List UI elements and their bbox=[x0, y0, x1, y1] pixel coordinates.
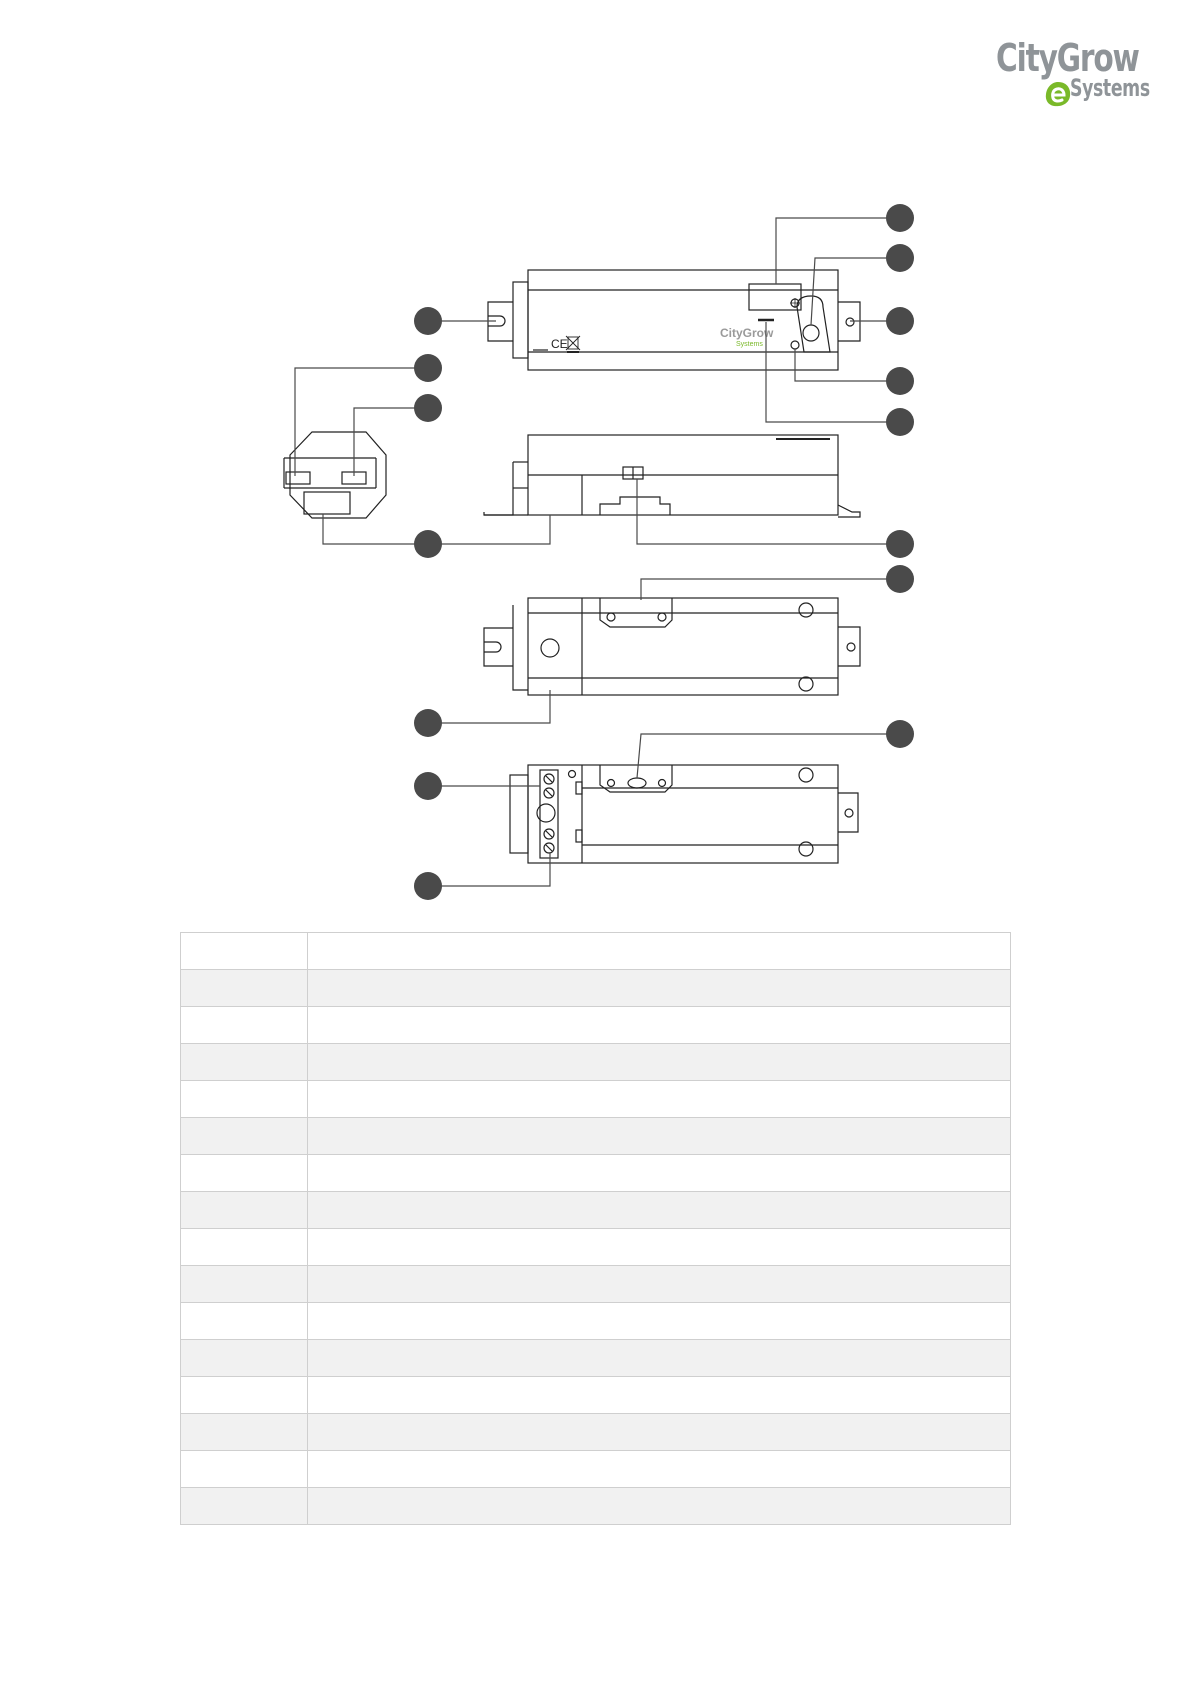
table-row bbox=[181, 1155, 1011, 1192]
part-number-cell bbox=[181, 1340, 308, 1377]
part-number-cell bbox=[181, 1081, 308, 1118]
part-description-cell bbox=[308, 1044, 1011, 1081]
callout-marker bbox=[414, 709, 442, 737]
ce-mark: CE bbox=[551, 337, 568, 351]
unit-logo-sub-mark: Systems bbox=[736, 341, 763, 348]
part-description-cell bbox=[308, 1081, 1011, 1118]
table-row bbox=[181, 1414, 1011, 1451]
part-number-cell bbox=[181, 1266, 308, 1303]
callout-marker bbox=[886, 244, 914, 272]
table-row bbox=[181, 1081, 1011, 1118]
part-number-cell bbox=[181, 970, 308, 1007]
part-description-cell bbox=[308, 1229, 1011, 1266]
part-description-cell bbox=[308, 1451, 1011, 1488]
unit-logo-mark: CityGrow bbox=[720, 326, 774, 340]
part-description-cell bbox=[308, 1340, 1011, 1377]
table-row bbox=[181, 933, 1011, 970]
side-view bbox=[484, 435, 860, 517]
part-description-cell bbox=[308, 1377, 1011, 1414]
table-row bbox=[181, 1377, 1011, 1414]
terminal-view bbox=[510, 765, 858, 863]
callout-marker bbox=[886, 720, 914, 748]
part-number-cell bbox=[181, 1414, 308, 1451]
callout-marker bbox=[414, 354, 442, 382]
logo-wordmark-bottom: Systems bbox=[1070, 74, 1150, 102]
table-row bbox=[181, 1229, 1011, 1266]
part-description-cell bbox=[308, 1155, 1011, 1192]
table-row bbox=[181, 970, 1011, 1007]
part-number-cell bbox=[181, 1155, 308, 1192]
table-row bbox=[181, 1007, 1011, 1044]
table-row bbox=[181, 1303, 1011, 1340]
table-row bbox=[181, 1488, 1011, 1525]
callout-marker bbox=[886, 307, 914, 335]
leader-lines bbox=[295, 218, 900, 886]
callout-marker bbox=[414, 530, 442, 558]
callout-marker bbox=[414, 772, 442, 800]
part-description-cell bbox=[308, 1192, 1011, 1229]
part-number-cell bbox=[181, 1377, 308, 1414]
part-number-cell bbox=[181, 1229, 308, 1266]
bottom-view bbox=[484, 598, 860, 695]
part-description-cell bbox=[308, 1488, 1011, 1525]
part-number-cell bbox=[181, 933, 308, 970]
part-number-cell bbox=[181, 1303, 308, 1340]
table-row bbox=[181, 1044, 1011, 1081]
part-description-cell bbox=[308, 1007, 1011, 1044]
part-description-cell bbox=[308, 970, 1011, 1007]
part-number-cell bbox=[181, 1451, 308, 1488]
callout-marker bbox=[886, 408, 914, 436]
top-view bbox=[488, 270, 860, 370]
part-description-cell bbox=[308, 933, 1011, 970]
part-description-cell bbox=[308, 1118, 1011, 1155]
part-description-cell bbox=[308, 1266, 1011, 1303]
callout-marker bbox=[886, 367, 914, 395]
table-row bbox=[181, 1451, 1011, 1488]
table-row bbox=[181, 1266, 1011, 1303]
part-number-cell bbox=[181, 1044, 308, 1081]
parts-table bbox=[180, 932, 1011, 1525]
table-row bbox=[181, 1340, 1011, 1377]
logo-wordmark-top: CityGrow bbox=[996, 36, 1139, 80]
part-number-cell bbox=[181, 1007, 308, 1044]
callout-marker bbox=[886, 530, 914, 558]
part-number-cell bbox=[181, 1488, 308, 1525]
callouts bbox=[414, 204, 914, 900]
part-number-cell bbox=[181, 1118, 308, 1155]
callout-marker bbox=[414, 394, 442, 422]
callout-marker bbox=[414, 307, 442, 335]
end-section-view bbox=[284, 432, 386, 518]
part-number-cell bbox=[181, 1192, 308, 1229]
callout-marker bbox=[414, 872, 442, 900]
part-description-cell bbox=[308, 1303, 1011, 1340]
part-description-cell bbox=[308, 1414, 1011, 1451]
callout-marker bbox=[886, 204, 914, 232]
callout-marker bbox=[886, 565, 914, 593]
table-row bbox=[181, 1192, 1011, 1229]
table-row bbox=[181, 1118, 1011, 1155]
